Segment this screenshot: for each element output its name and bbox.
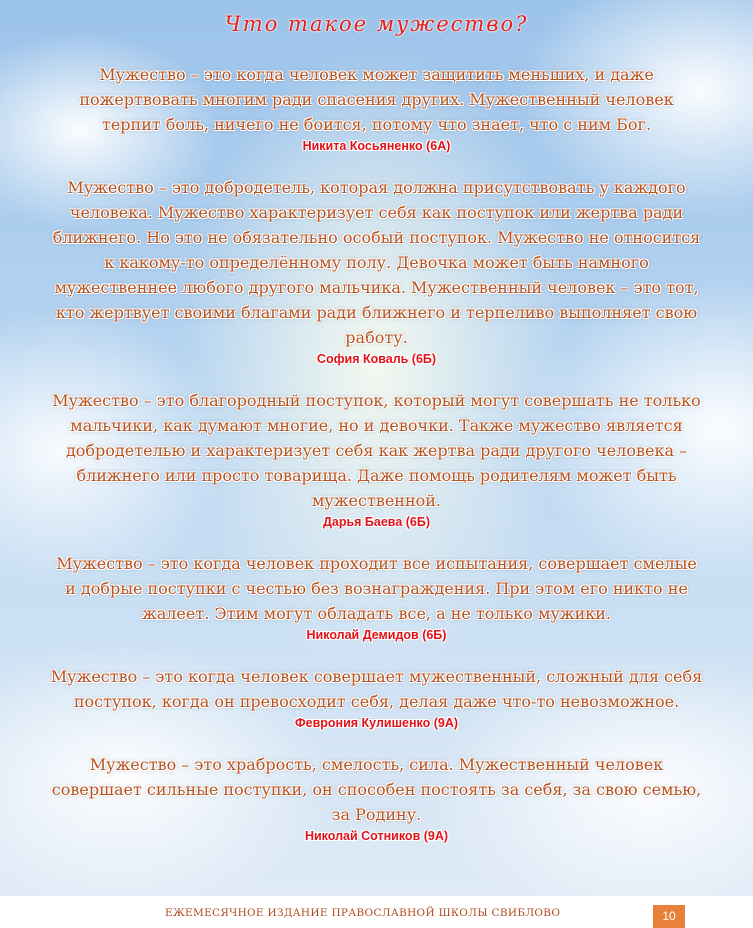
essay-author: Николай Сотников (9А) bbox=[304, 829, 449, 843]
page-number: 10 bbox=[653, 905, 685, 928]
essay-author: Дарья Баева (6Б) bbox=[322, 515, 431, 529]
essay-text: Мужество – это когда человек совершает мужественный, сложный для себя поступок, когда он превосходит себя, делая даже что-то невозможное. bbox=[50, 667, 703, 711]
footer-publication-name: ЕЖЕМЕСЯЧНОЕ ИЗДАНИЕ ПРАВОСЛАВНОЙ ШКОЛЫ СВИБЛОВО bbox=[165, 907, 561, 919]
essay-text: Мужество – это благородный поступок, который могут совершать не только мальчики, как думают многие, но и девочки. Также мужество является добродетелью и характеризует себя как жертва ради другого человека – ближнего или просто товарища. Даже помощь родителям может быть мужественной. bbox=[52, 391, 701, 510]
essay-text: Мужество – это храбрость, смелость, сила. Мужественный человек совершает сильные поступки, он способен постоять за себя, за свою семью, за Родину. bbox=[51, 755, 702, 824]
essay-text: Мужество – это когда человек может защитить меньших, и даже пожертвовать многим ради спасения других. Мужественный человек терпит боль, ничего не боится, потому что знает, что с ним Бог. bbox=[79, 65, 674, 134]
essay-entry bbox=[50, 551, 703, 642]
essay-entry bbox=[50, 175, 703, 366]
essay-entry bbox=[50, 62, 703, 153]
page-title: Что такое мужество? bbox=[224, 12, 529, 36]
essay-entry bbox=[50, 752, 703, 843]
essay-text: Мужество – это добродетель, которая должна присутствовать у каждого человека. Мужество характеризует себя как поступок или жертва ради ближнего. Но это не обязательно особый поступок. Мужество не относится к какому-то определённому полу. Девочка может быть намного мужественнее любого другого мальчика. Мужественный человек – это тот, кто жертвует своими благами ради ближнего и терпеливо выполняет свою работу. bbox=[52, 178, 701, 347]
essay-author: София Коваль (6Б) bbox=[316, 352, 437, 366]
essay-author: Никита Косьяненко (6А) bbox=[302, 139, 451, 153]
essay-author: Николай Демидов (6Б) bbox=[306, 628, 447, 642]
essay-author: Феврония Кулишенко (9А) bbox=[294, 716, 459, 730]
essay-entry bbox=[50, 664, 703, 730]
essay-entry bbox=[50, 388, 703, 529]
essay-text: Мужество – это когда человек проходит все испытания, совершает смелые и добрые поступки с честью без вознаграждения. При этом его никто не жалеет. Этим могут обладать все, а не только мужики. bbox=[56, 554, 697, 623]
page-footer bbox=[0, 896, 753, 928]
essay-list bbox=[50, 62, 703, 865]
